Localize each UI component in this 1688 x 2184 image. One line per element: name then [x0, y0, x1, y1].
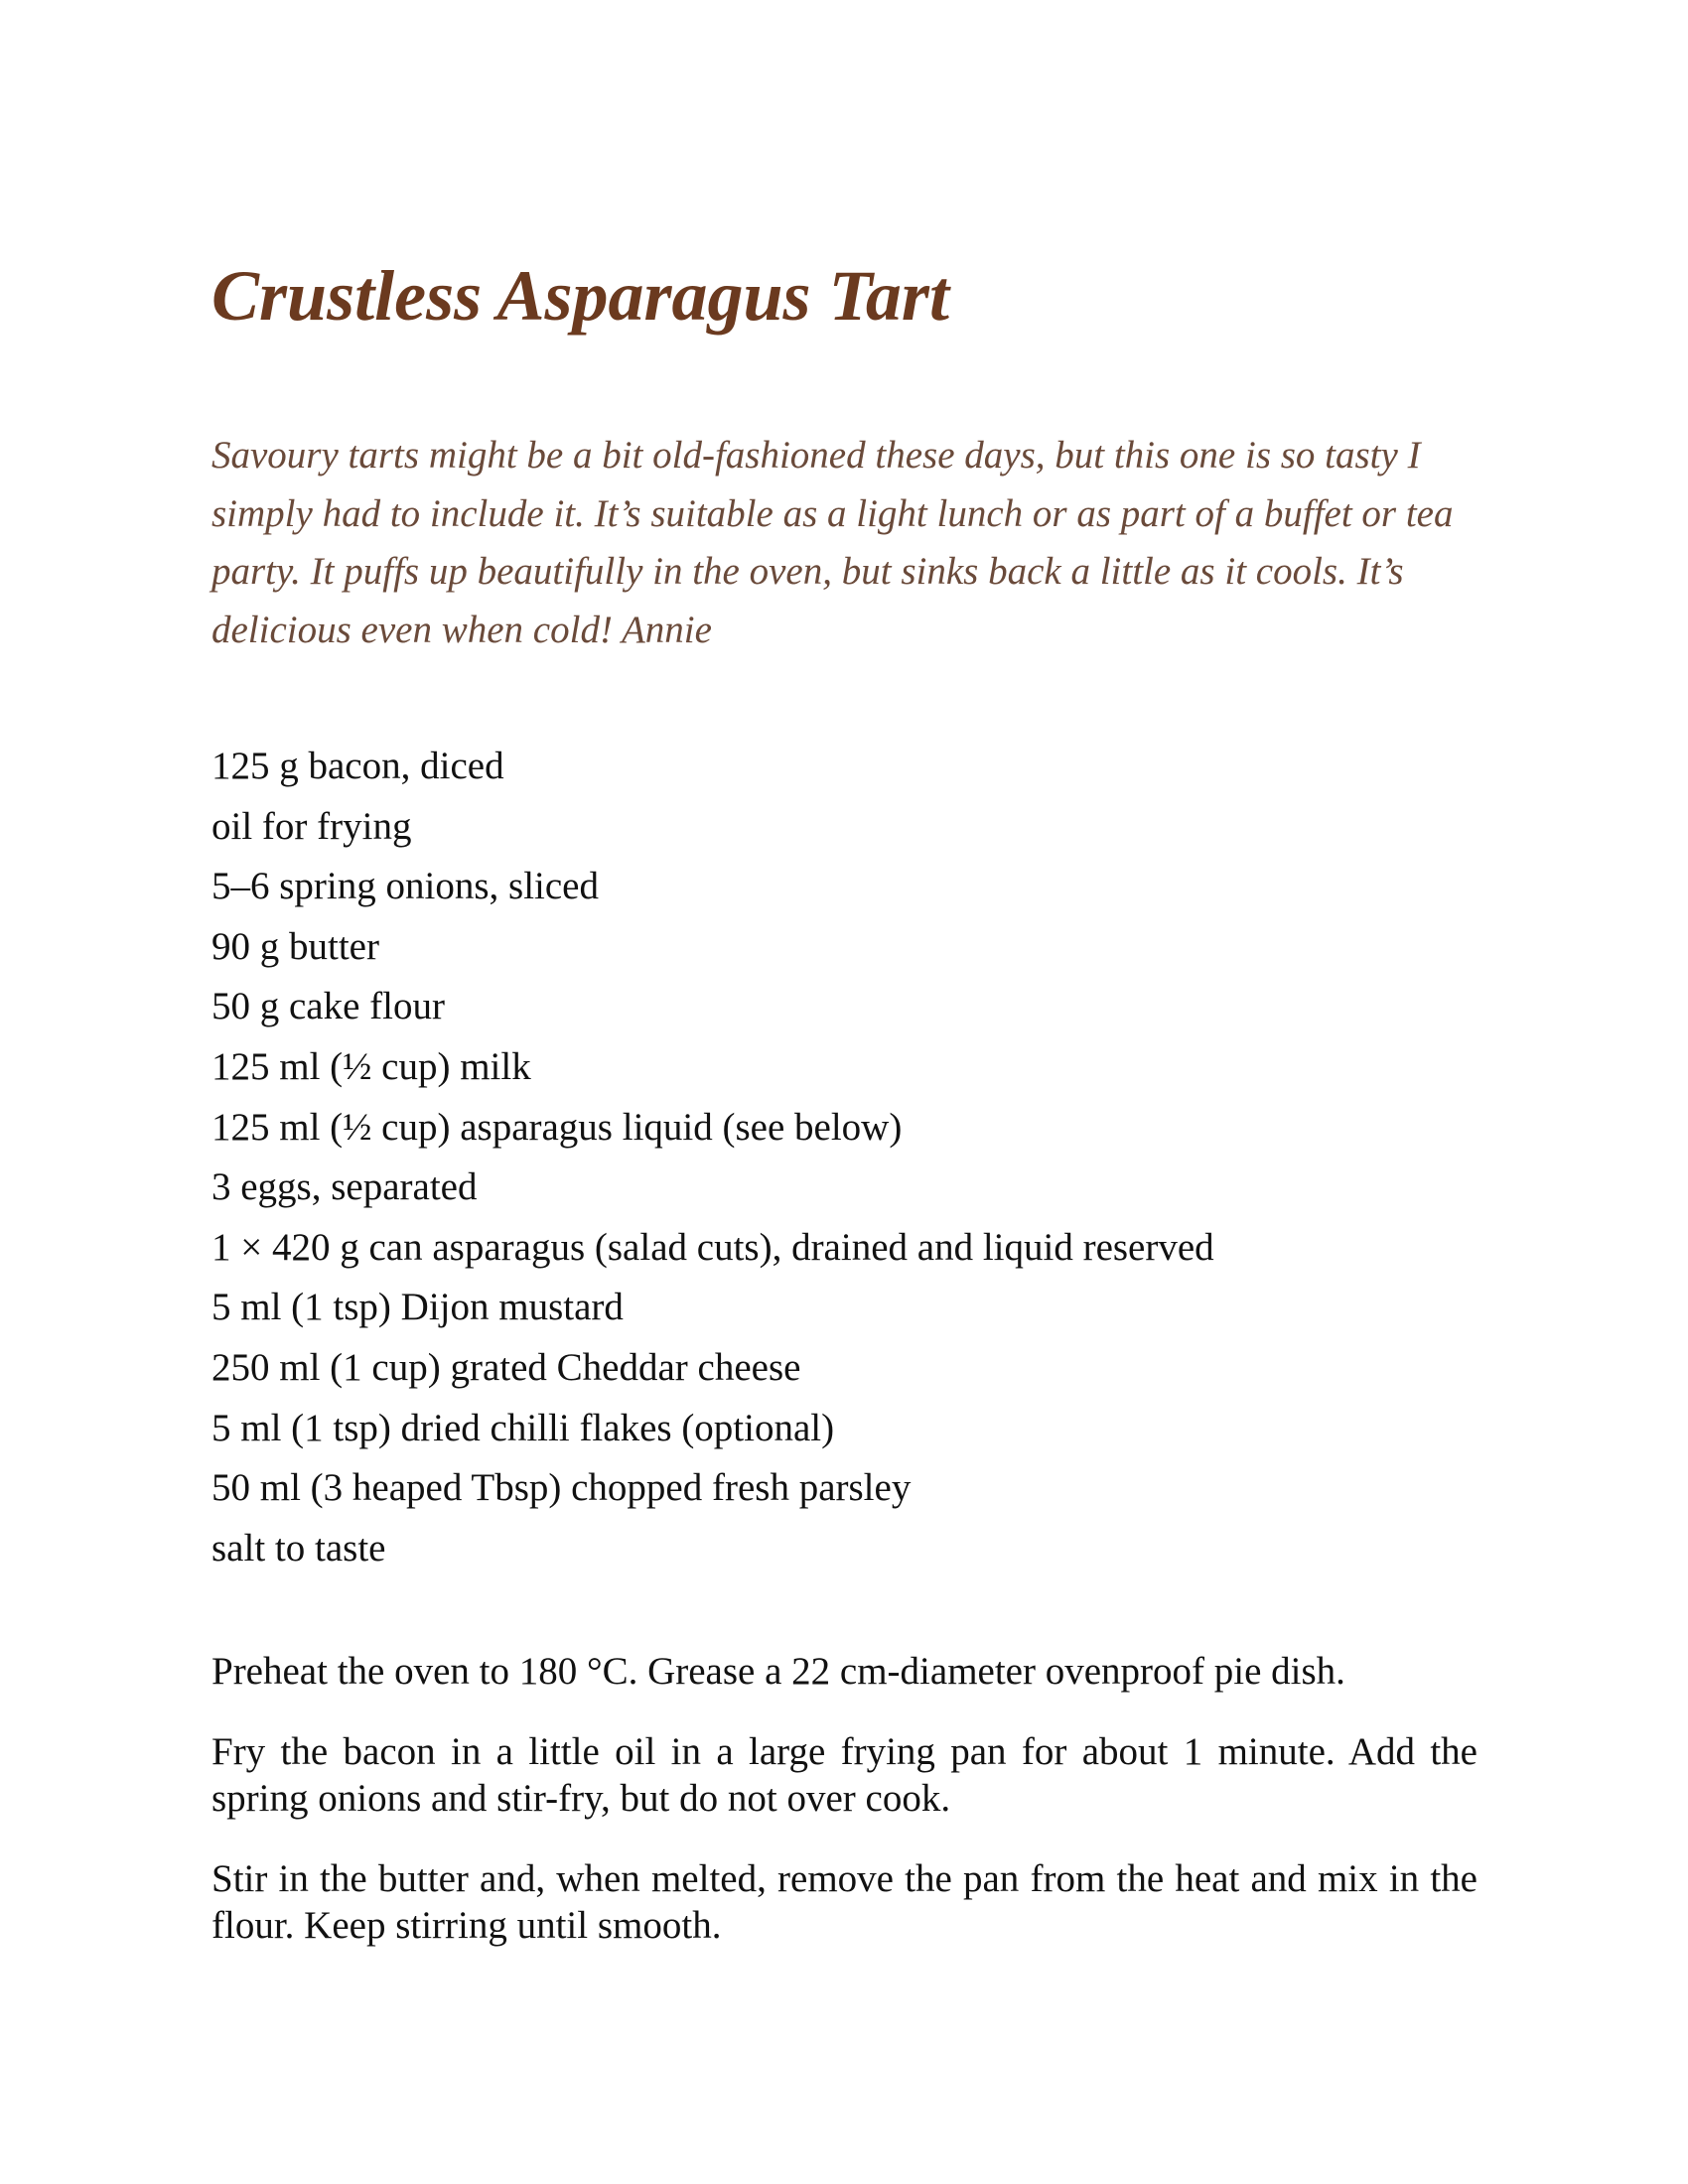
ingredient-item: oil for frying	[211, 804, 412, 848]
ingredient-item: 125 ml (½ cup) asparagus liquid (see below)	[211, 1105, 903, 1149]
ingredient-item: 50 ml (3 heaped Tbsp) chopped fresh parsley	[211, 1466, 912, 1510]
method-steps	[211, 1648, 1477, 1982]
ingredient-item: 125 g bacon, diced	[211, 745, 504, 787]
ingredient-item: 90 g butter	[211, 924, 379, 968]
recipe-intro: Savoury tarts might be a bit old-fashioned these days, but this one is so tasty I simply had to include it. It’s suitable as a light lunch or as part of a buffet or tea party. It puffs up beautifully in the oven, but sinks back a little as it cools. It’s delicious even when cold! Annie	[211, 434, 1454, 651]
recipe-page	[211, 0, 1502, 2184]
ingredient-item: 1 × 420 g can asparagus (salad cuts), drained and liquid reserved	[211, 1225, 1214, 1269]
method-step: Stir in the butter and, when melted, remove the pan from the heat and mix in the flour. Keep stirring until smooth.	[211, 1857, 1477, 1947]
ingredient-item: 5 ml (1 tsp) dried chilli flakes (optional)	[211, 1406, 835, 1449]
ingredient-item: 3 eggs, separated	[211, 1165, 478, 1209]
ingredient-item: 250 ml (1 cup) grated Cheddar cheese	[211, 1345, 801, 1389]
recipe-title: Crustless Asparagus Tart	[211, 256, 949, 336]
ingredient-item: 5 ml (1 tsp) Dijon mustard	[211, 1286, 624, 1329]
ingredient-item: 50 g cake flour	[211, 985, 445, 1028]
method-step: Preheat the oven to 180 °C. Grease a 22 cm-diameter ovenproof pie dish.	[211, 1650, 1345, 1693]
ingredient-item: salt to taste	[211, 1526, 386, 1570]
ingredient-item: 125 ml (½ cup) milk	[211, 1044, 531, 1088]
ingredient-item: 5–6 spring onions, sliced	[211, 865, 599, 908]
method-step: Fry the bacon in a little oil in a large frying pan for about 1 minute. Add the spring onions and stir-fry, but do not over cook.	[211, 1730, 1477, 1820]
ingredient-list	[211, 737, 1214, 1578]
